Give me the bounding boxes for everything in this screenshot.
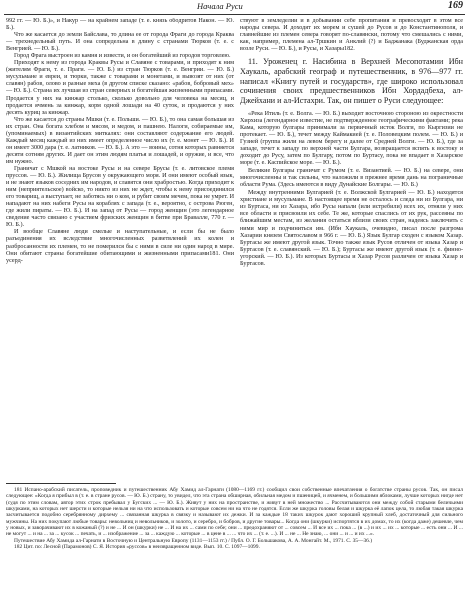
paragraph: Граничат с Мшкой на востоке Русы и на севере Брусы (т. е. литовское племя пруссов. — Ю. Б.). Жилища Брусов у окружающего моря. И они имеют особый язык, и не знают языков соседних им народов, и славятся они храбростью. Когда приходит к ним (неприятельское) войско, то никто из них не ждет, чтобы к нему присоединился его товарищ, а выступает, не заботясь ни о ком, и рубит своим мечем, пока не умрет. И нападают на них набеги Русы на кораблях с запада (т. е., вероятно, с острова Рюген, где жили пираты. — Ю. Б.). И на запад от Русы — город женщин (это легендарное сведение часто связано с участием фризских женщин в битве при Бравалле, 770 г. — Ю. Б.). (6, 165, 234, 229)
quote-paragraph: «Река Итиль (т. е. Волга. — Ю. Б.) выходит восточною стороною из окрестности Хирхиза (легендарное известие, не подтвержденное географическими фактами; река Кама, которую булгары принимали за первичный исток Волги, по Кыргизии не протекает. — Ю. Б.), течет между Каймакией (т. е. Половецким полем. — Ю. Б.) и Гузией (группа жили на левом берегу и далее от Средней Волги. — Ю. Б.), где за западе, течет к западу по верхней части Булгара, возвращается вспять к востоку и доходит до Русу, затем по Булгару, потом по Буртасу, пока не впадает в Хазарское море (т. е. Каспийское море. — Ю. Б.). (240, 110, 463, 167)
paragraph: ствуют в земледелии и в добывании себе пропитания и превосходят в этом все народы севера. И доходят их морем и сушей до Русов и до Константинополя, и главнейшие из племен севера говорят по-славянски, потому что смешались с ними, как, например, племена ал-Тршкин и Анклий (?) и Баджанака (Буджанская орда возле Руси. — Ю. Б.), и Русы, и Хазары182. (240, 18, 463, 53)
paragraph: Город Фрага выстроен из камня и извести, и он богатейший из городов торговлею. (14, 53, 231, 60)
page-number: 169 (448, 0, 463, 11)
footnote-182: 182 Цит. по: Лесной (Парамонов) С. Я. История «руссов» в неизвращенном виде. Вып. 10. С. 1097—1099. (14, 544, 260, 551)
paragraph: И вообще Славяне люди смелые и наступательные, и если бы не было разъединения их вследствие многочисленных разветвлений их колен и разбросанности их племен, то не померился бы с ними в силе ни один народ в мире. Они обитают страны богатейшие обитающими и жизненными припасами181. Они усерд- (6, 229, 234, 264)
right-column (240, 18, 463, 476)
footnote-181-source: Путешествие Абу Хамида ал-Гарнати в Восточную и Центральную Европу (1131—1153 гг.) / Публ. О. Г. Большакова, А. А. Монгайт. М., 1971. С. 35—36.) (14, 537, 373, 544)
footnote-rule (6, 483, 116, 484)
footnote-181: 181 Испано-арабский писатель, проповедник и путешественник Абу Хамид ал-Гарнати (1080—1169 гг.) сообщил свои собственные впечатления о богатстве страны русов. Так, он писал следующее: «Когда я прибыл в (т. е. в стране русов. — Ю. Б.) страну, то увидел, что эта страна обширная, обильная медом и пшеницей, и ячменем, и большими яблоками, лучше которых нигде нет (судя по этим словам, автор этих строк пребывал у Бугских ... — Ю. Б.). Живут у них на пространстве, и живут в ней множество ... Рассчитываются они между собой старыми беличьими шкурками, на которых нет шерсти и которые нельзя ни на что использовать и которые совсем ни на что не годятся. Если же шкурка головы белая и шкурка её лапок цела, то любая такая шкурка засчитывается подобно серебрянному дирхему ... связанная шкурка в связку и называют их дежки. И за каждые 18 таких шкурок дают хороший крупный хлеб, достаточный для сильного мужчины. На них покупают любые товары: невольниц и невольников, и золото, и серебро, и бобров, и другие товары... Когда они (шкурки) испортятся в их домах, то их (когда даже) дешевле, чем у новых, и заворачивают их в кожаный (?) и не ... И он (шкурки) не ... И на их ... сами по себе; они ... предохраняют от ... совсем ... И все их ... пока ... (в ...) и их ... их ... которые ... есть они ... И ... не могут ... и на ... за ... кусок ... печать, и ... изображение ... за ... каждую ... которые ... в цене в ... ... что их ... (т. е. ...). И ... не ... Не знаю, ... они ... и ... и их ...». (6, 487, 463, 538)
paragraph: 992 гг. — Ю. Б.)», и Накур — на крайнем западе (т. е. князь ободритов Након. — Ю. Б.). (6, 18, 234, 32)
page-header (0, 0, 469, 14)
section-11-intro: 11. Уроженец г. Насибина в Верхней Месопотамии Ибн Хаукаль, арабский географ и путешественник, в 976—977 гг. написал «Книгу путей и государств», где широко использовал сочинения своих предшественников Ибн Хордадбеха, ал-Джейхани и ал-Истахри. Так, он пишет о Руси следующее: (240, 57, 463, 106)
footnotes (6, 487, 463, 599)
header-rule (4, 14, 465, 15)
running-title: Начала Руси (197, 1, 243, 11)
paragraph: Что же касается до страны Мшки (т. е. Польши. — Ю. Б.), то она самая большая из их стран. Она богата хлебом и мясом, и медом, и пашнею. Налоги, собираемые им, (упоминаемых) в византийских миткалях: они составляют содержание его людей. Каждый месяц каждый из них имеет определенное число их (т. е. монет — Ю. Б.). И он имеет 3000 дара (т. е. латников. — Ю. Б.). А это — воины, сотня которых равняется десяти сотням других. И дает он этим людям платья и лошадей, и оружие, и все, что им нужно. (6, 116, 234, 165)
quote-paragraph: Великие Булгары граничат с Румом (т. е. Византией. — Ю. Б.) на севере, они многочисленны и так сильны, что наложили в прежнее время дань на пограничные области Рума. (Здесь имеются в виду Дунайские Болгары. — Ю. Б.) (240, 168, 463, 189)
paragraph: Приходят к нему из города Краквы Русы и Славяне с товарами, и приходят к ним (жителям Фраги, т. е. Праги. — Ю. Б.) из стран Тюрков (т. е. Венгрии. — Ю. Б.) мусульмане и евреи, и тюрки, также с товарами и монетами, и вывозят от них (от славян) рабов, олово и разные меха (в другом списке сказано: «рабов, бобровый мех» — Ю. Б.). Страна их лучшая из стран северных и богатейшая жизненными припасами. Продается у них на кинжар столько, сколько довольно для человека на месяц, и продается ячмень за кинжар, корм одной лошади на 40 суток, и продаются у них десять куриц за кинжар. (6, 60, 234, 116)
left-column (6, 18, 234, 476)
paragraph: Что же касается до земли Байслава, то длина ее от города Фраги до города Краква — трехнедельный путь. И она сопредельна в длину с странами Тюрков (т. е. с Венгрией. — Ю. Б.). (6, 32, 234, 53)
quote-paragraph: Между внутренними Булгарией (т. е. Волжской Булгарией — Ю. Б.) находятся христиане и мусульмане. В настоящее время не осталось и следа ни из Булгара, ни из Буртаса, ни из Хазара, ибо Русы напали (или истребили) всех их, отняли у них все области и присвоили их себе. Те же, которые спаслись от их рук, рассеяны по ближайшим местам, из желания остаться вблизи своих стран, надеясь заключить с ними мир и подчиниться им. (Ибн Хаукаль, очевидно, писал после разгрома Хазарии князем Святославом в 966 г. — Ю. Б.) Язык Булгар сходен с языком Хазар. Буртасы же имеют другой язык. Точно также язык Русов отличен от языка Хазар и Буртасов (т. е. славянский. — Ю. Б.); Буртасы же имеют другой язык (т. е. финно-угорский. — Ю. Б.). Из которых Буртасы и Хазар Русов различен от языка Хазар и Буртасов. (240, 190, 463, 267)
